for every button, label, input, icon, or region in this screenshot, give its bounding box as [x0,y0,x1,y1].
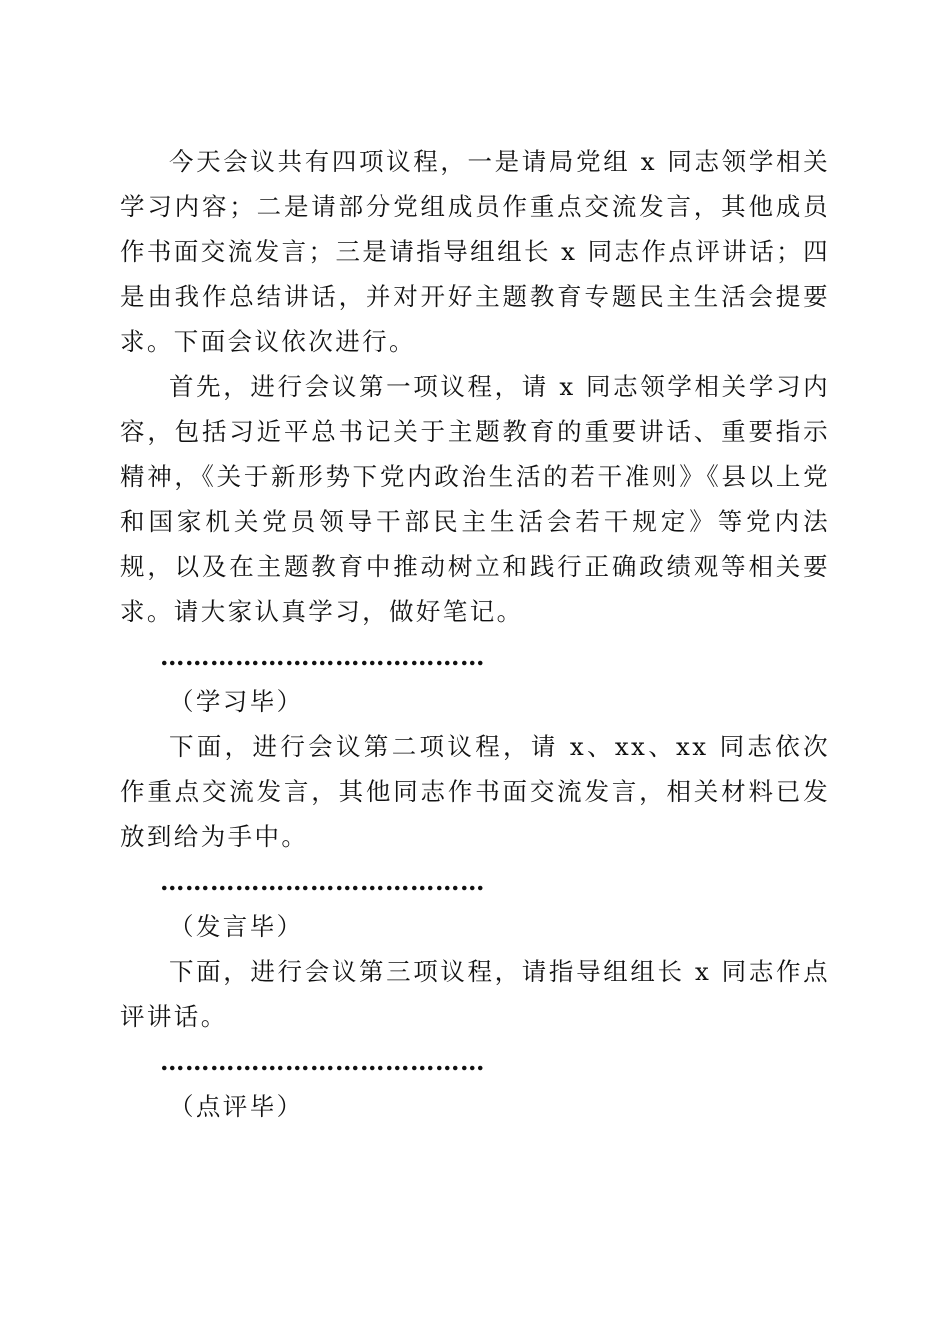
paragraph-third-item: 下面，进行会议第三项议程，请指导组组长 x 同志作点评讲话。 [120,957,830,1031]
paragraph-agenda-overview: 今天会议共有四项议程，一是请局党组 x 同志领学相关学习内容；二是请部分党组成员作重点交流发言，其他成员作书面交流发言；三是请指导组组长 x 同志作点评讲话；四是由我作总结讲话，并对开好主题教育专题民主生活会提要求。下面会议依次进行。 [120,147,830,356]
document-page [120,139,830,1129]
note-study-complete: （学习毕） [169,687,304,716]
paragraph-first-item: 首先，进行会议第一项议程，请 x 同志领学相关学习内容，包括习近平总书记关于主题教育的重要讲话、重要指示精神，《关于新形势下党内政治生活的若干准则》《县以上党和国家机关党员领导干部民主生活会若干规定》等党内法规，以及在主题教育中推动树立和践行正确政绩观等相关要求。请大家认真学习，做好笔记。 [120,372,830,626]
note-speech-complete: （发言毕） [169,912,304,941]
ellipsis-separator-1: ………………………………… [160,642,485,671]
ellipsis-separator-2: ………………………………… [160,867,485,896]
note-comment-complete: （点评毕） [169,1092,304,1121]
paragraph-second-item: 下面，进行会议第二项议程，请 x、xx、xx 同志依次作重点交流发言，其他同志作书面交流发言，相关材料已发放到给为手中。 [120,732,830,851]
ellipsis-separator-3: ………………………………… [160,1047,485,1076]
